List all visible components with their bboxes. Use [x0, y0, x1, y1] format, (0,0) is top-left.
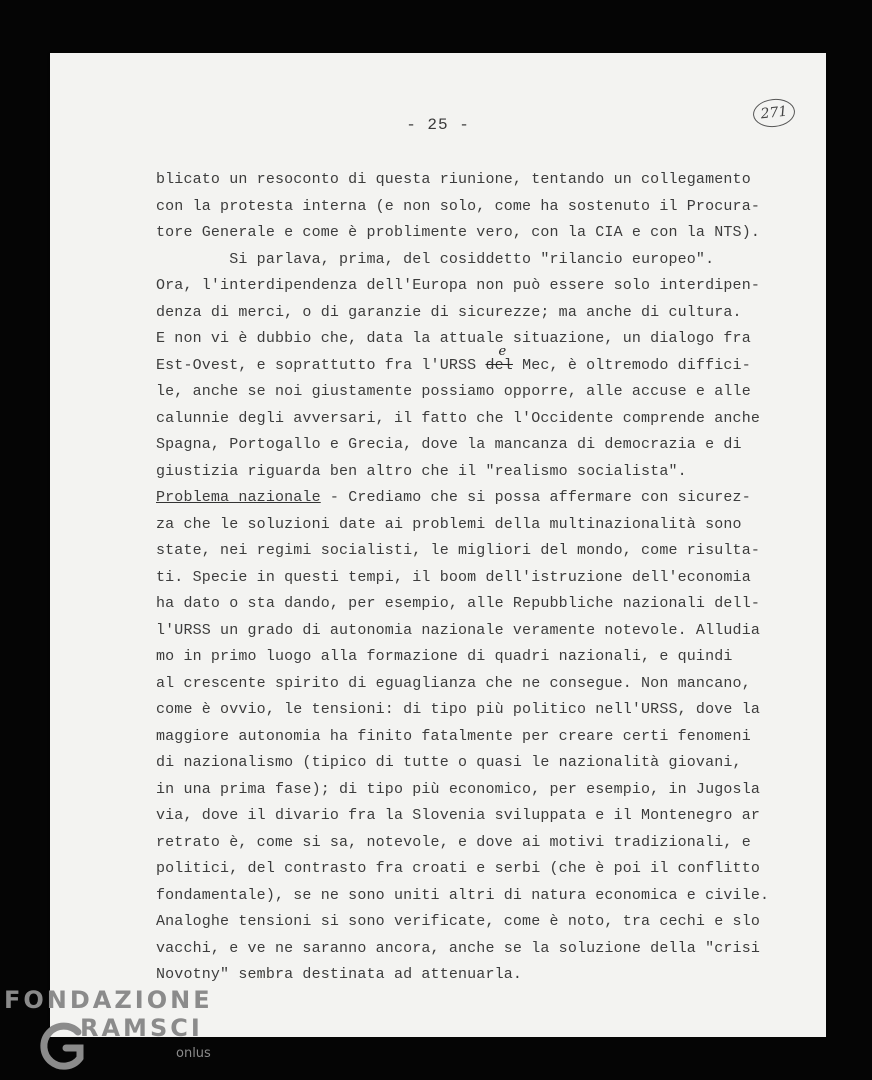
text-line: fondamentale), se ne sono uniti altri di natura economica e civile.	[156, 886, 770, 904]
text-line: denza di merci, o di garanzie di sicurezze; ma anche di cultura.	[156, 303, 742, 321]
logo-text-line1: FONDAZIONE	[4, 986, 213, 1014]
text-line: Ora, l'interdipendenza dell'Europa non può essere solo interdipen-	[156, 277, 760, 294]
text-line: come è ovvio, le tensioni: di tipo più politico nell'URSS, dove la	[156, 701, 760, 718]
text-fragment: - Crediamo che si possa affermare con sicurez-	[320, 489, 751, 506]
text-line: con la protesta interna (e non solo, come ha sostenuto il Procura-	[156, 197, 760, 215]
text-line-correction	[156, 343, 776, 380]
section-heading: Problema nazionale	[156, 489, 321, 506]
text-fragment: Est-Ovest, e soprattutto fra l'URSS	[156, 356, 486, 374]
text-line: giustizia riguarda ben altro che il "realismo socialista".	[156, 462, 687, 480]
fondazione-gramsci-logo	[4, 986, 224, 1076]
text-line: ha dato o sta dando, per esempio, alle Repubbliche nazionali dell-	[156, 595, 760, 612]
text-line: vacchi, e ve ne saranno ancora, anche se la soluzione della "crisi	[156, 939, 760, 957]
logo-suffix: onlus	[176, 1046, 211, 1061]
text-line: in una prima fase); di tipo più economico, per esempio, in Jugosla	[156, 780, 760, 798]
text-fragment: Mec, è oltremodo diffici-	[512, 356, 751, 374]
text-line: Novotny" sembra destinata ad attenuarla.	[156, 966, 523, 983]
struck-word: del	[485, 356, 513, 374]
text-line: politici, del contrasto fra croati e serbi (che è poi il conflitto	[156, 860, 760, 877]
text-line: le, anche se noi giustamente possiamo opporre, alle accuse e alle	[156, 383, 751, 400]
text-line: via, dove il divario fra la Slovenia sviluppata e il Montenegro ar	[156, 807, 760, 824]
text-line: Analoghe tensioni si sono verificate, come è noto, tra cechi e slo	[156, 913, 760, 930]
logo-text-line2: RAMSCI	[80, 1014, 203, 1042]
text-line: retrato è, come si sa, notevole, e dove ai motivi tradizionali, e	[156, 833, 751, 851]
text-line: mo in primo luogo alla formazione di quadri nazionali, e quindi	[156, 648, 733, 665]
text-line: Spagna, Portogallo e Grecia, dove la mancanza di democrazia e di	[156, 436, 742, 453]
text-line: za che le soluzioni date ai problemi della multinazionalità sono	[156, 515, 742, 533]
inserted-letter: e	[498, 343, 507, 359]
text-line-heading	[156, 485, 776, 512]
text-line: blicato un resoconto di questa riunione, tentando un collegamento	[156, 171, 751, 188]
text-line: di nazionalismo (tipico di tutte o quasi le nazionalità giovani,	[156, 754, 742, 771]
text-line: tore Generale e come è problimente vero, con la CIA e con la NTS).	[156, 224, 760, 241]
text-line: Si parlava, prima, del cosiddetto "rilancio europeo".	[156, 250, 715, 268]
text-line: calunnie degli avversari, il fatto che l'Occidente comprende anche	[156, 409, 760, 427]
text-line: E non vi è dubbio che, data la attuale situazione, un dialogo fra	[156, 330, 751, 347]
text-line: state, nei regimi socialisti, le migliori del mondo, come risulta-	[156, 542, 760, 559]
text-line: ti. Specie in questi tempi, il boom dell'istruzione dell'economia	[156, 568, 751, 586]
text-line: maggiore autonomia ha finito fatalmente per creare certi fenomeni	[156, 727, 751, 745]
archive-stamp: 271	[752, 97, 797, 129]
page-number: - 25 -	[406, 116, 470, 134]
document-page	[50, 53, 826, 1037]
handwritten-correction	[485, 343, 513, 380]
text-line: l'URSS un grado di autonomia nazionale veramente notevole. Alludia	[156, 621, 760, 639]
body-text	[156, 167, 776, 989]
text-line: al crescente spirito di eguaglianza che ne consegue. Non mancano,	[156, 674, 751, 692]
